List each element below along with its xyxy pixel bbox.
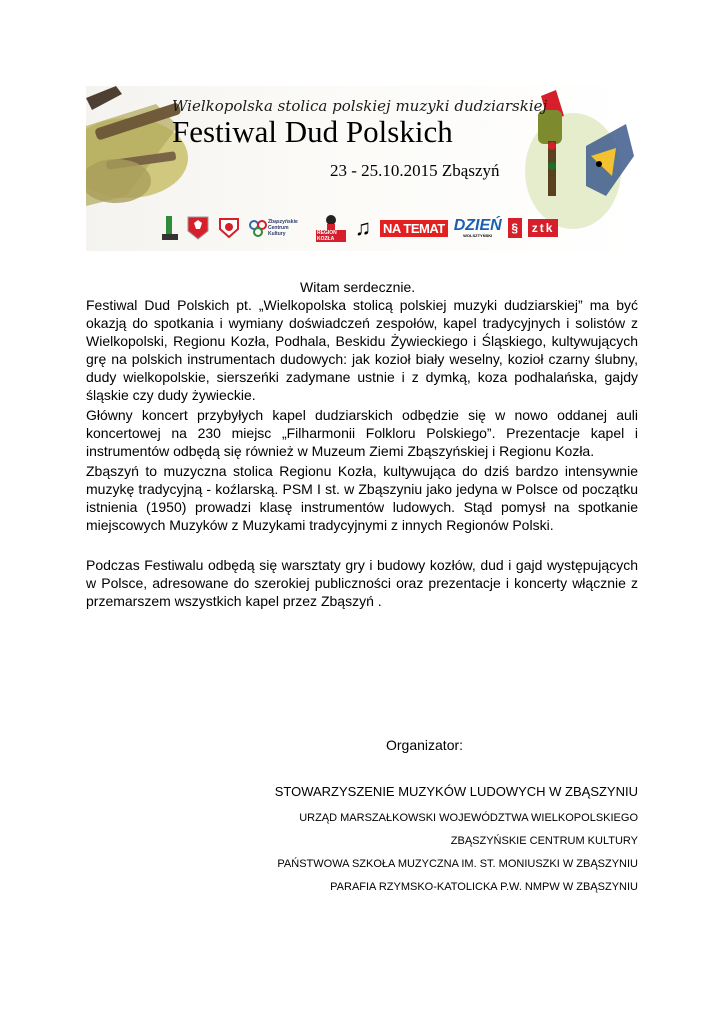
music-note-icon: ♫ <box>354 215 372 240</box>
wielkopolska-eagle-icon <box>186 215 210 241</box>
paragraph-zbaszyn: Zbąszyń to muzyczna stolica Regionu Kozła, kultywująca do dziś bardzo intensywnie muzykę tradycyjną - koźlarską. PSM I st. w Zbąszyniu jako jedyna w Polsce od początku istnienia (1950) prowadzi klasę instrumentów ludowych. Stąd pomysł na spotkanie miejscowych Muzyków z Muzykami tradycyjnymi z innych Regionów Polski. <box>86 463 638 533</box>
zck-circles-icon <box>248 218 268 238</box>
zck-logo-text: Zbąszyńskie Centrum Kultury <box>268 219 298 237</box>
paragraph-workshops: Podczas Festiwalu odbędą się warsztaty gry i budowy kozłów, dud i gajd występujących w Polsce, adresowane do szerokiej publiczności oraz prezentacje i koncerty włącznie z przemarszem wszystkich kapel przez Zbąszyń . <box>86 557 638 609</box>
red-s-logo-icon: § <box>508 218 522 238</box>
zck-logo <box>248 216 310 240</box>
organizer-label: Organizator: <box>386 737 464 753</box>
region-kozla-text: REGION KOZŁA <box>316 230 346 242</box>
organizer-4: PAŃSTWOWA SZKOŁA MUZYCZNA IM. ST. MONIUSZKI W ZBĄSZYNIU <box>277 858 638 870</box>
banner-subtitle: Wielkopolska stolica polskiej muzyki dudziarskiej <box>172 97 548 115</box>
paragraph-intro: Festiwal Dud Polskich pt. „Wielkopolska stolicą polskiej muzyki dudziarskiej” ma być okazją do spotkania i wymiany doświadczeń zespołów, kapel tradycyjnych i solistów z Wielkopolski, Regionu Kozła, Podhala, Beskidu Żywieckiego i Śląskiego, kultywujących grę na polskich instrumentach dudowych: jak kozioł biały weselny, kozioł czarny ślubny, dudy wielkopolskie, sierszeńki zadymane ustnie i z dymką, koza podhalańska, gajdy śląskie czy dudy żywieckie. <box>86 297 638 403</box>
natemat-logo: NA TEMAT <box>380 220 448 237</box>
sponsor-logos <box>160 213 558 243</box>
organizer-5: PARAFIA RZYMSKO-KATOLICKA P.W. NMPW W ZBĄSZYNIU <box>330 881 638 893</box>
dzien-logo-text: DZIEŃ <box>453 217 502 234</box>
organizer-1: STOWARZYSZENIE MUZYKÓW LUDOWYCH W ZBĄSZYNIU <box>274 784 638 799</box>
greeting: Witam serdecznie. <box>300 279 416 295</box>
organizer-3: ZBĄSZYŃSKIE CENTRUM KULTURY <box>450 835 638 847</box>
region-kozla-logo <box>316 214 346 242</box>
powiat-crest-icon <box>216 215 242 241</box>
ztk-logo: ztk <box>528 219 559 237</box>
banner-date: 23 - 25.10.2015 Zbąszyń <box>330 161 500 180</box>
organizer-2: URZĄD MARSZAŁKOWSKI WOJEWÓDZTWA WIELKOPOLSKIEGO <box>299 812 638 824</box>
dzien-logo <box>454 218 502 238</box>
goat-musician-icon <box>321 214 341 230</box>
paragraph-concert: Główny koncert przybyłych kapel dudziarskich odbędzie się w nowo oddanej auli koncertowej na 230 miejsc „Filharmonii Folkloru Polskiego”. Prezentacje kapel i instrumentów odbędą się również w Muzeum Ziemi Zbąszyńskiej i Regionu Kozła. <box>86 407 638 459</box>
festival-banner <box>86 86 638 251</box>
dzien-logo-sub: WOLSZTYŃSKI <box>463 233 493 238</box>
banner-title: Festiwal Dud Polskich <box>172 114 453 149</box>
gmina-logo-icon <box>160 214 180 242</box>
